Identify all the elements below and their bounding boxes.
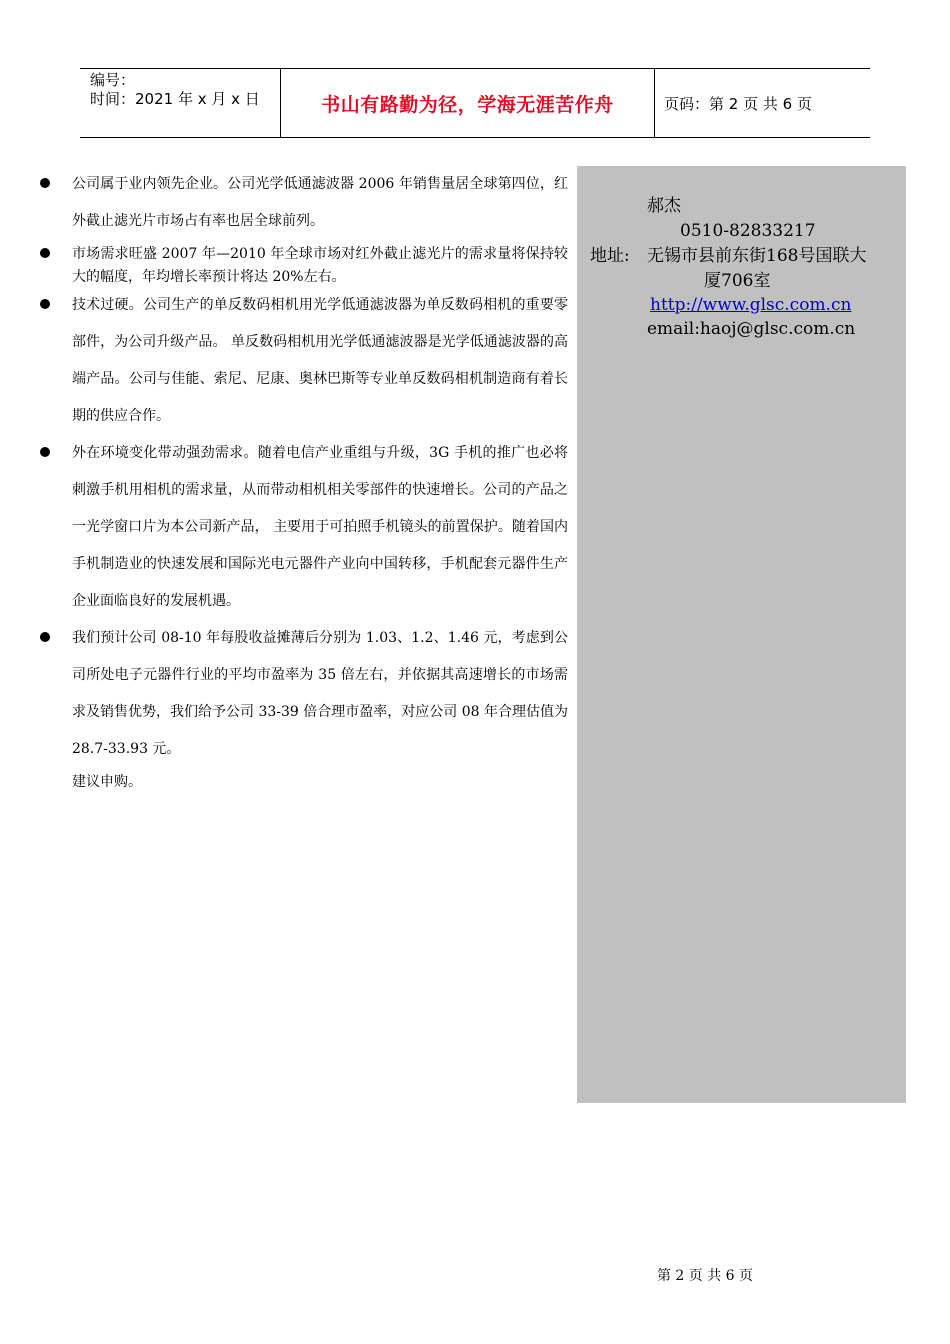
contact-email: email:haoj@glsc.com.cn xyxy=(647,319,856,339)
address-line-2: 厦706室 xyxy=(704,271,771,291)
list-item-text: 技术过硬。公司生产的单反数码相机用光学低通滤波器为单反数码相机的重要零部件，为公司升级产品。 单反数码相机用光学低通滤波器是光学低通滤波器的高端产品。公司与佳能、索尼、尼康、奥林巴斯等专业单反数码相机制造商有着长期的供应合作。 xyxy=(72,297,568,424)
doc-date: 时间：2021 年 x 月 x 日 xyxy=(90,90,260,108)
header-page-info: 页码：第 2 页 共 6 页 xyxy=(664,94,812,113)
list-item xyxy=(36,620,568,768)
website-link[interactable]: http://www.glsc.com.cn xyxy=(650,295,852,315)
main-content xyxy=(36,166,568,794)
list-item xyxy=(36,243,568,289)
website-line xyxy=(650,293,851,317)
recommendation-text: 建议申购。 xyxy=(72,774,142,790)
bullet-icon xyxy=(40,299,50,309)
page-header xyxy=(80,68,870,138)
contact-name: 郝杰 xyxy=(647,196,681,216)
list-item-text: 外在环境变化带动强劲需求。随着电信产业重组与升级，3G 手机的推广也必将刺激手机用相机的需求量，从而带动相机相关零部件的快速增长。公司的产品之一光学窗口片为本公司新产品， 主要用于可拍照手机镜头的前置保护。随着国内手机制造业的快速发展和国际光电元器件产业向中国转移，手机配套元器件生产企业面临良好的发展机遇。 xyxy=(72,445,568,609)
list-item-text: 我们预计公司 08-10 年每股收益摊薄后分别为 1.03、1.2、1.46 元，考虑到公司所处电子元器件行业的平均市盈率为 35 倍左右，并依据其高速增长的市场需求及销售优势，我们给予公司 33-39 倍合理市盈率，对应公司 08 年合理估值为 28.7-33.93 元。 xyxy=(72,630,568,757)
bullet-icon xyxy=(40,447,50,457)
page-footer: 第 2 页 共 6 页 xyxy=(656,1268,754,1284)
list-item-text: 公司属于业内领先企业。公司光学低通滤波器 2006 年销售量居全球第四位，红外截止滤光片市场占有率也居全球前列。 xyxy=(72,176,568,229)
bullet-icon xyxy=(40,632,50,642)
list-item-text: 市场需求旺盛 2007 年—2010 年全球市场对红外截止滤光片的需求量将保持较大的幅度，年均增长率预计将达 20%左右。 xyxy=(72,246,568,285)
header-page-cell xyxy=(655,69,870,137)
header-motto: 书山有路勤为径，学海无涯苦作舟 xyxy=(321,93,614,116)
doc-number-label: 编号： xyxy=(90,71,136,89)
address-line-1: 无锡市县前东街168号国联大 xyxy=(647,246,867,266)
list-item xyxy=(36,435,568,620)
contact-phone: 0510-82833217 xyxy=(680,221,816,241)
header-meta xyxy=(80,69,281,137)
address-label: 地址: xyxy=(590,246,630,266)
bullet-icon xyxy=(40,248,50,258)
list-item xyxy=(36,287,568,435)
list-item xyxy=(36,166,568,240)
header-motto-cell xyxy=(281,69,655,137)
contact-sidebar xyxy=(577,166,906,1103)
bullet-icon xyxy=(40,178,50,188)
